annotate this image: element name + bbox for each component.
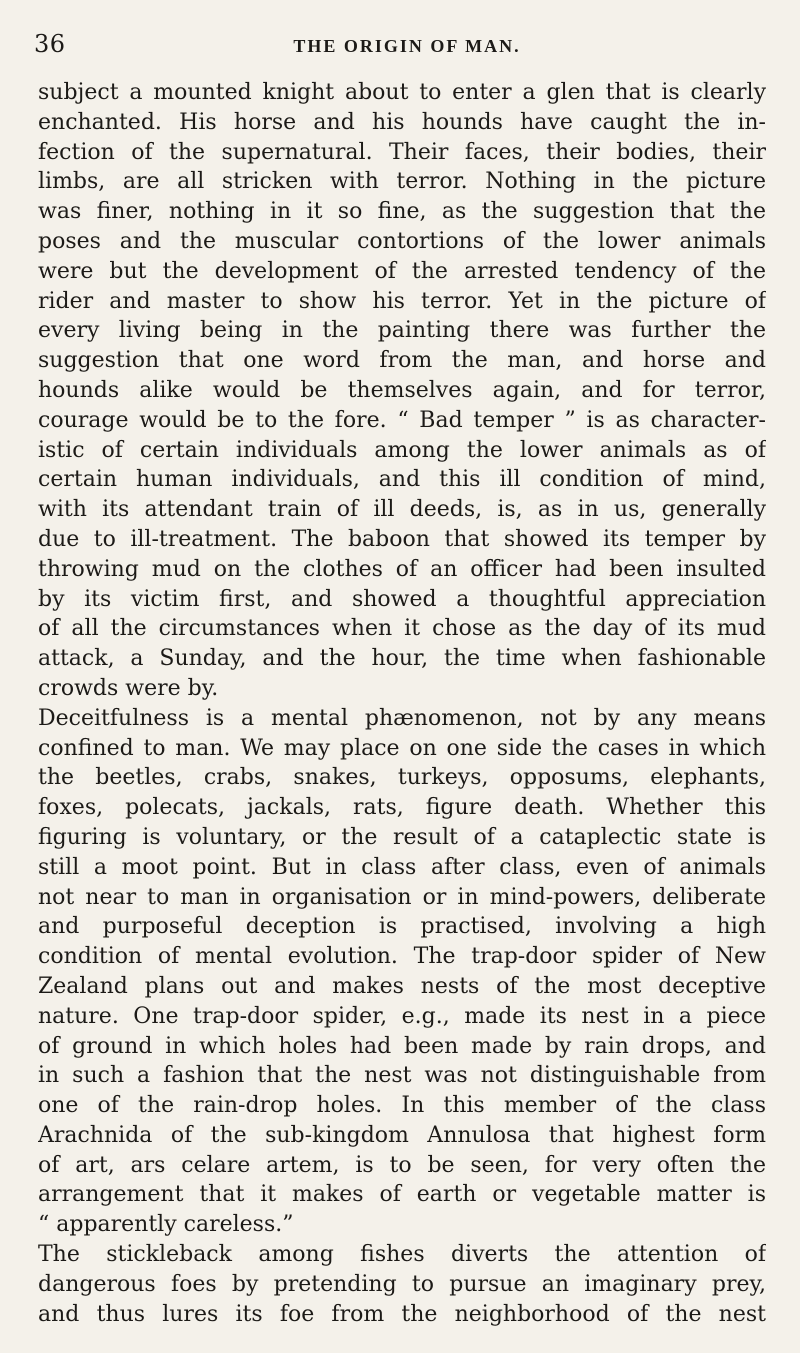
text-line: nature. One trap-door spider, e.g., made its nest in a piece [38,1003,766,1029]
text-line: hounds alike would be themselves again, and for terror, [38,377,766,403]
text-line: The stickleback among fishes diverts the attention of [38,1242,766,1268]
text-line: the beetles, crabs, snakes, turkeys, opposums, elephants, [38,765,766,791]
running-head [34,30,760,60]
text-line: Deceitfulness is a mental phænomenon, not by any means [38,705,766,731]
text-line: certain human individuals, and this ill condition of mind, [38,467,766,493]
text-line: enchanted. His horse and his hounds have caught the in- [38,109,766,135]
text-line: of ground in which holes had been made by rain drops, and [38,1033,766,1059]
text-line: fection of the supernatural. Their faces, their bodies, their [38,139,766,165]
text-line: figuring is voluntary, or the result of a cataplectic state is [38,824,766,850]
text-line: confined to man. We may place on one side the cases in which [38,735,766,761]
text-line: one of the rain-drop holes. In this member of the class [38,1093,766,1119]
text-line: istic of certain individuals among the lower animals as of [38,437,766,463]
text-line-paragraph-end: crowds were by. [38,675,219,701]
running-title: THE ORIGIN OF MAN. [293,36,521,56]
text-line: foxes, polecats, jackals, rats, figure death. Whether this [38,795,766,821]
text-line: was finer, nothing in it so fine, as the suggestion that the [38,199,766,225]
text-line: by its victim first, and showed a thoughtful appreciation [38,586,766,612]
text-line: suggestion that one word from the man, and horse and [38,348,766,374]
text-line: with its attendant train of ill deeds, is, as in us, generally [38,497,766,523]
text-line: every living being in the painting there was further the [38,318,766,344]
text-line: still a moot point. But in class after class, even of animals [38,854,766,880]
text-line: arrangement that it makes of earth or vegetable matter is [38,1182,766,1208]
text-line: condition of mental evolution. The trap-door spider of New [38,944,766,970]
page-number: 36 [34,30,66,58]
body-text [38,78,766,1329]
text-line: Zealand plans out and makes nests of the most deceptive [38,973,766,999]
text-line: dangerous foes by pretending to pursue an imaginary prey, [38,1271,766,1297]
text-line: due to ill-treatment. The baboon that showed its temper by [38,526,766,552]
text-line: poses and the muscular contortions of the lower animals [38,228,766,254]
text-line: courage would be to the fore. “ Bad temper ” is as character- [38,407,766,433]
text-line: were but the development of the arrested tendency of the [38,258,766,284]
text-line: of art, ars celare artem, is to be seen, for very often the [38,1152,766,1178]
text-line: attack, a Sunday, and the hour, the time when fashionable [38,646,766,672]
text-line: limbs, are all stricken with terror. Nothing in the picture [38,169,766,195]
text-line: throwing mud on the clothes of an officer had been insulted [38,556,766,582]
text-line: and thus lures its foe from the neighborhood of the nest [38,1301,766,1327]
text-line: of all the circumstances when it chose as the day of its mud [38,616,766,642]
text-line-paragraph-end: “ apparently careless.” [38,1212,294,1238]
text-line: and purposeful deception is practised, involving a high [38,914,766,940]
text-line: rider and master to show his terror. Yet in the picture of [38,288,766,314]
text-line: Arachnida of the sub-kingdom Annulosa that highest form [38,1122,766,1148]
text-line: not near to man in organisation or in mind-powers, deliberate [38,884,766,910]
text-line: in such a fashion that the nest was not distinguishable from [38,1063,766,1089]
text-line: subject a mounted knight about to enter a glen that is clearly [38,80,766,105]
